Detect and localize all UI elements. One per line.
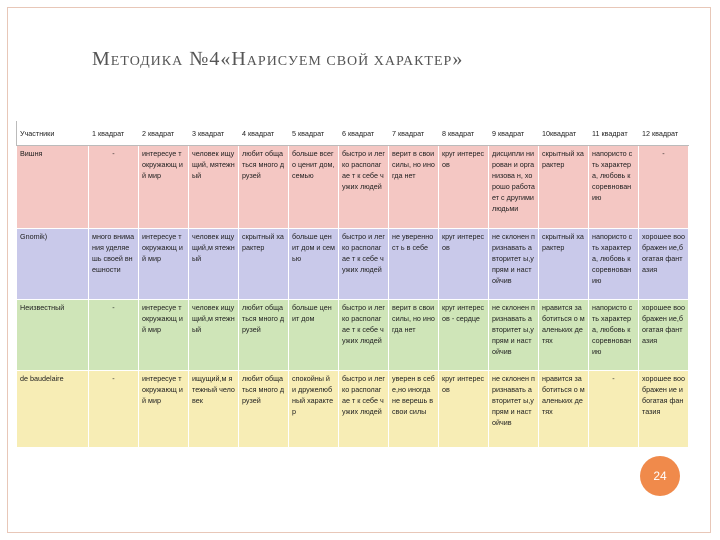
table-row (17, 371, 689, 448)
table-cell: круг интересов (439, 146, 489, 229)
table-cell: напористо сть характера, любовь к соревнован ию (589, 229, 639, 300)
table-cell: человек ищущий,м ятежный (189, 229, 239, 300)
table-cell: - (89, 146, 139, 229)
column-header: 1 квадрат (89, 121, 139, 146)
column-header: 8 квадрат (439, 121, 489, 146)
table-cell: быстро и легко располагае т к себе чужих людей (339, 300, 389, 371)
table-cell: хорошее воображен ие,богатая фантазия (639, 229, 689, 300)
table-cell: интересуе т окружающ ий мир (139, 146, 189, 229)
participant-name: de baudelaire (17, 371, 89, 448)
column-header: 12 квадрат (639, 121, 689, 146)
table-cell: - (639, 146, 689, 229)
table-cell: быстро и легко располагае т к себе чужих людей (339, 146, 389, 229)
table-cell: круг интересов (439, 371, 489, 448)
table-cell: хорошее воображен ие и богатая фантазия (639, 371, 689, 448)
table-cell: - (89, 371, 139, 448)
column-header: 4 квадрат (239, 121, 289, 146)
table-cell: больше ценит дом и семью (289, 229, 339, 300)
table-cell: любит общаться много друзей (239, 371, 289, 448)
column-header: 3 квадрат (189, 121, 239, 146)
column-header: 5 квадрат (289, 121, 339, 146)
table-cell: хорошее воображен ие,богатая фантазия (639, 300, 689, 371)
column-header: 7 квадрат (389, 121, 439, 146)
table-cell: нравится заботиться о маленьких детях (539, 371, 589, 448)
column-header: 10квадрат (539, 121, 589, 146)
column-header: Участники (17, 121, 89, 146)
table-cell: уверен в себе,но иногда не верешь в свои силы (389, 371, 439, 448)
table-cell: спокойны й и дружелюб ный характер (289, 371, 339, 448)
slide-title: МЕТОДИКА №4«НАРИСУЕМ СВОЙ ХАРАКТЕР» (92, 48, 464, 70)
page-number-badge (640, 456, 680, 496)
table-cell: не уверенност ь в себе (389, 229, 439, 300)
column-header: 2 квадрат (139, 121, 189, 146)
table-cell: - (589, 371, 639, 448)
table-cell: быстро и легко располагае т к себе чужих людей (339, 371, 389, 448)
table-cell: нравится заботиться о маленьких детях (539, 300, 589, 371)
column-header: 6 квадрат (339, 121, 389, 146)
table-row (17, 146, 689, 229)
table-cell: - (89, 300, 139, 371)
table-cell: круг интересов - сердце (439, 300, 489, 371)
table-cell: напористо сть характера, любовь к соревнован ию (589, 146, 639, 229)
table-cell: человек ищущий, мятежный (189, 146, 239, 229)
table-cell: больше ценит дом (289, 300, 339, 371)
page-number: 24 (653, 469, 667, 483)
table-cell: быстро и легко располагае т к себе чужих людей (339, 229, 389, 300)
table-cell: верит в свои силы, но иногда нет (389, 146, 439, 229)
table-cell: верит в свои силы, но иногда нет (389, 300, 439, 371)
table-cell: больше всего ценит дом,семью (289, 146, 339, 229)
table-cell: скрытный характер (239, 229, 289, 300)
table-cell: не склонен признавать авторитет ы,упрям и настойчив (489, 229, 539, 300)
table-cell: круг интересов (439, 229, 489, 300)
table-row (17, 229, 689, 300)
table-cell: скрытный характер (539, 229, 589, 300)
table-cell: интересуе т окружающ ий мир (139, 229, 189, 300)
table-cell: любит общаться много друзей (239, 300, 289, 371)
column-header: 9 квадрат (489, 121, 539, 146)
table-cell: интересуе т окружающ ий мир (139, 371, 189, 448)
table-cell: дисципли нирован и организова н, хорошо работает с другими людьми (489, 146, 539, 229)
results-table (16, 120, 689, 448)
table-header-row (17, 121, 689, 146)
table-cell: не склонен признавать авторитет ы,упрям и настойчив (489, 300, 539, 371)
table-cell: человек ищущий,м ятежный (189, 300, 239, 371)
participant-name: Gnomik) (17, 229, 89, 300)
column-header: 11 квадрат (589, 121, 639, 146)
participant-name: Вишня (17, 146, 89, 229)
participant-name: Неизвестный (17, 300, 89, 371)
table-cell: не склонен признавать авторитет ы,упрям и настойчив (489, 371, 539, 448)
table-row (17, 300, 689, 371)
table-cell: много внимания уделяешь своей внешности (89, 229, 139, 300)
table-cell: ищущий,м ятежный человек (189, 371, 239, 448)
table-cell: напористо сть характера, любовь к соревнован ию (589, 300, 639, 371)
table-cell: скрытный характер (539, 146, 589, 229)
table-cell: интересуе т окружающ ий мир (139, 300, 189, 371)
table-cell: любит общаться много друзей (239, 146, 289, 229)
